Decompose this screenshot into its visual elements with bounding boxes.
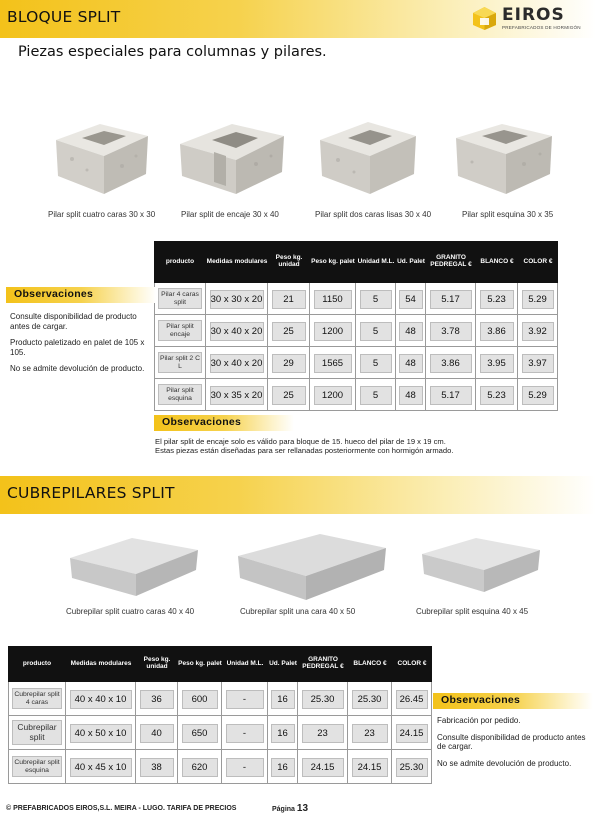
cubrepilar-cuatro-caras-image	[66, 528, 202, 600]
granito-price: 25.30	[302, 690, 344, 709]
column-header: Ud. Palet	[396, 241, 426, 283]
color-price: 3.97	[522, 354, 554, 373]
table-row	[154, 347, 558, 379]
cubrepilar-esquina-image	[418, 528, 544, 600]
observaciones-text-right	[437, 716, 591, 775]
cap-caption: Cubrepilar split una cara 40 x 50	[240, 607, 356, 616]
product-name: Cubrepilar split 4 caras	[12, 688, 62, 710]
observation-line: No se admite devolución de producto.	[437, 758, 572, 768]
column-header: COLOR €	[518, 241, 558, 283]
medidas-value: 40 x 45 x 10	[70, 758, 132, 777]
color-price: 24.15	[396, 724, 428, 743]
observaciones-bar-left	[6, 287, 156, 303]
observaciones-bar-right	[433, 693, 593, 709]
observaciones-title: Observaciones	[14, 288, 94, 300]
peso-unidad-value: 25	[272, 322, 306, 341]
granito-price: 23	[302, 724, 344, 743]
product-name: Cubrepilar split esquina	[12, 756, 62, 778]
peso-unidad-value: 40	[140, 724, 174, 743]
column-header: Peso kg. palet	[310, 241, 356, 283]
unidad-ml-value: 5	[360, 322, 392, 341]
color-price: 5.29	[522, 290, 554, 309]
blanco-price: 5.23	[480, 290, 514, 309]
cap-caption: Cubrepilar split esquina 40 x 45	[416, 607, 529, 616]
ud-palet-value: 16	[271, 758, 295, 777]
peso-unidad-value: 38	[140, 758, 174, 777]
blanco-price: 23	[352, 724, 388, 743]
product-name: Pilar split encaje	[158, 320, 202, 342]
price-table-pilares	[154, 241, 558, 411]
table-row	[8, 716, 432, 750]
table-row	[154, 283, 558, 315]
peso-unidad-value: 29	[272, 354, 306, 373]
footer-company: © PREFABRICADOS EIROS,S.L. MEIRA - LUGO. TARIFA DE PRECIOS	[6, 805, 237, 812]
unidad-ml-value: -	[226, 690, 264, 709]
peso-palet-value: 1150	[314, 290, 352, 309]
column-header: BLANCO €	[476, 241, 518, 283]
observaciones-text-mid	[155, 437, 555, 455]
pilar-dos-caras-lisas-image	[316, 104, 420, 196]
column-header: Unidad M.L.	[356, 241, 396, 283]
ud-palet-value: 48	[399, 322, 423, 341]
observation-line: Consulte disponibilidad de producto antes de cargar.	[10, 312, 137, 331]
section-title: CUBREPILARES SPLIT	[7, 484, 175, 502]
column-header: Ud. Palet	[268, 646, 298, 682]
peso-palet-value: 1200	[314, 322, 352, 341]
medidas-value: 30 x 35 x 20	[210, 386, 264, 405]
observation-line: Consulte disponibilidad de producto antes de cargar.	[437, 732, 586, 752]
observaciones-bar-mid	[154, 415, 294, 431]
column-header: GRANITO PEDREGAL €	[298, 646, 348, 682]
observaciones-title: Observaciones	[441, 694, 521, 706]
column-header: COLOR €	[392, 646, 432, 682]
observaciones-text-left	[10, 312, 148, 381]
blanco-price: 3.95	[480, 354, 514, 373]
observation-line: Fabricación por pedido.	[437, 716, 521, 725]
granito-price: 5.17	[430, 290, 472, 309]
block-caption: Pilar split dos caras lisas 30 x 40	[315, 210, 432, 219]
pilar-esquina-image	[452, 104, 556, 196]
column-header: Medidas modulares	[66, 646, 136, 682]
logo-subtitle: PREFABRICADOS DE HORMIGÓN	[502, 25, 581, 30]
blanco-price: 5.23	[480, 386, 514, 405]
granito-price: 3.78	[430, 322, 472, 341]
column-header: BLANCO €	[348, 646, 392, 682]
block-caption: Pilar split cuatro caras 30 x 30	[48, 210, 156, 219]
color-price: 26.45	[396, 690, 428, 709]
color-price: 25.30	[396, 758, 428, 777]
medidas-value: 40 x 50 x 10	[70, 724, 132, 743]
column-header: GRANITO PEDREGAL €	[426, 241, 476, 283]
medidas-value: 30 x 30 x 20	[210, 290, 264, 309]
price-table-cubrepilares	[8, 646, 432, 784]
peso-palet-value: 600	[182, 690, 218, 709]
color-price: 3.92	[522, 322, 554, 341]
unidad-ml-value: 5	[360, 354, 392, 373]
column-header: Unidad M.L.	[222, 646, 268, 682]
page-number-value: 13	[296, 803, 309, 814]
logo-name: EIROS	[502, 5, 565, 25]
column-header: producto	[154, 241, 206, 283]
column-header: Medidas modulares	[206, 241, 268, 283]
observation-line: No se admite devolución de producto.	[10, 364, 145, 374]
logo-cube-icon	[472, 6, 497, 31]
ud-palet-value: 48	[399, 354, 423, 373]
blanco-price: 24.15	[352, 758, 388, 777]
peso-unidad-value: 25	[272, 386, 306, 405]
table-row	[8, 682, 432, 716]
color-price: 5.29	[522, 386, 554, 405]
product-name: Pilar split 2 C L	[158, 352, 202, 374]
ud-palet-value: 48	[399, 386, 423, 405]
granito-price: 5.17	[430, 386, 472, 405]
section-header-bar	[0, 0, 596, 38]
column-header: Peso kg. unidad	[268, 241, 310, 283]
unidad-ml-value: -	[226, 758, 264, 777]
observaciones-title: Observaciones	[162, 416, 242, 428]
page-label: Página	[272, 806, 295, 813]
column-header: Peso kg. palet	[178, 646, 222, 682]
unidad-ml-value: 5	[360, 290, 392, 309]
peso-unidad-value: 21	[272, 290, 306, 309]
peso-unidad-value: 36	[140, 690, 174, 709]
blanco-price: 3.86	[480, 322, 514, 341]
unidad-ml-value: -	[226, 724, 264, 743]
cap-caption: Cubrepilar split cuatro caras 40 x 40	[66, 607, 195, 616]
medidas-value: 40 x 40 x 10	[70, 690, 132, 709]
table-row	[154, 379, 558, 411]
product-name: Pilar split esquina	[158, 384, 202, 406]
page-subtitle: Piezas especiales para columnas y pilares.	[18, 44, 327, 60]
peso-palet-value: 650	[182, 724, 218, 743]
peso-palet-value: 1200	[314, 386, 352, 405]
product-name: Pilar 4 caras split	[158, 288, 202, 310]
cubrepilar-una-cara-image	[234, 524, 390, 604]
granito-price: 3.86	[430, 354, 472, 373]
peso-palet-value: 620	[182, 758, 218, 777]
block-caption: Pilar split esquina 30 x 35	[462, 210, 554, 219]
section-header-bar	[0, 476, 596, 514]
ud-palet-value: 54	[399, 290, 423, 309]
column-header: Peso kg. unidad	[136, 646, 178, 682]
table-row	[154, 315, 558, 347]
eiros-logo	[472, 5, 592, 33]
observation-line: El pilar split de encaje solo es válido para bloque de 15. hueco del pilar de 19 x 19 cm.	[155, 437, 446, 446]
column-header: producto	[8, 646, 66, 682]
granito-price: 24.15	[302, 758, 344, 777]
observation-line: Producto paletizado en palet de 105 x 105.	[10, 338, 145, 357]
pilar-cuatro-caras-image	[52, 104, 152, 196]
observation-line: Estas piezas están diseñadas para ser rellanadas posteriormente con hormigón armado.	[155, 446, 454, 456]
peso-palet-value: 1565	[314, 354, 352, 373]
ud-palet-value: 16	[271, 724, 295, 743]
product-name: Cubrepilar split	[12, 720, 62, 746]
medidas-value: 30 x 40 x 20	[210, 354, 264, 373]
block-caption: Pilar split de encaje 30 x 40	[181, 210, 279, 219]
blanco-price: 25.30	[352, 690, 388, 709]
table-row	[8, 750, 432, 784]
ud-palet-value: 16	[271, 690, 295, 709]
medidas-value: 30 x 40 x 20	[210, 322, 264, 341]
pilar-encaje-image	[176, 104, 288, 196]
page-number	[272, 803, 308, 814]
unidad-ml-value: 5	[360, 386, 392, 405]
section-title: BLOQUE SPLIT	[7, 8, 121, 26]
